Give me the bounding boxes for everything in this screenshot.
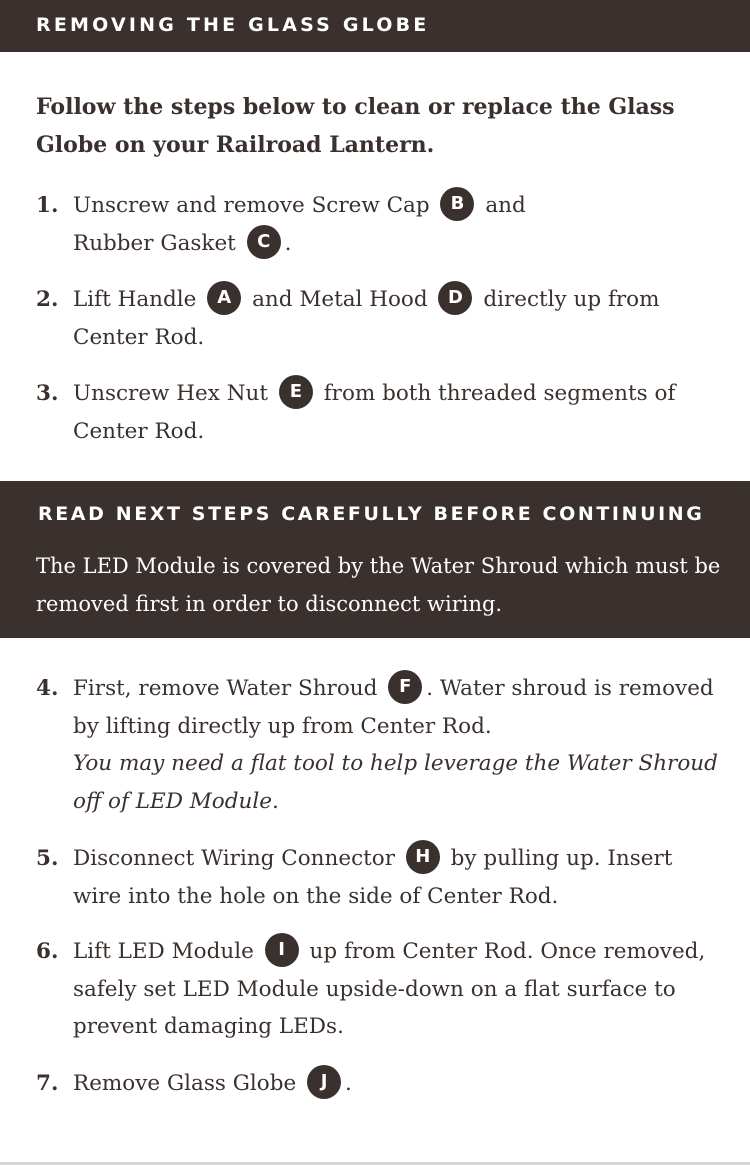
intro-text: Follow the steps below to clean or replace the Glass Globe on your Railroad Lantern. (36, 94, 675, 158)
step-number: 2. (36, 287, 59, 312)
step-text: Unscrew Hex Nut (73, 381, 269, 406)
part-label-j-badge: J (307, 1065, 341, 1099)
step-text: directly up from Center Rod. (73, 287, 660, 350)
step-text: from both threaded segments of Center Rod. (73, 381, 676, 444)
step-number: 4. (36, 676, 59, 701)
step-text: and (485, 193, 526, 218)
part-label-i-badge: I (265, 933, 299, 967)
step-note: You may need a flat tool to help leverage the Water Shroud off of LED Module. (73, 751, 718, 814)
step-number: 3. (36, 381, 59, 406)
part-label-h-badge: H (406, 840, 440, 874)
step-3 (36, 375, 726, 450)
step-number: 6. (36, 939, 59, 964)
part-label-c-badge: C (247, 225, 281, 259)
step-text: . Water shroud is removed by lifting directly up from Center Rod. (73, 676, 714, 739)
part-label-e-badge: E (279, 375, 313, 409)
step-2 (36, 281, 726, 356)
step-number: 7. (36, 1071, 59, 1096)
step-4 (36, 670, 726, 820)
step-text: Lift Handle (73, 287, 197, 312)
section-title: REMOVING THE GLASS GLOBE (36, 14, 430, 36)
part-label-a-badge: A (207, 281, 241, 315)
step-5 (36, 840, 726, 915)
step-number: 5. (36, 846, 59, 871)
part-label-b-badge: B (440, 187, 474, 221)
warning-title: READ NEXT STEPS CAREFULLY BEFORE CONTINUING (38, 503, 705, 525)
part-label-d-badge: D (438, 281, 472, 315)
warning-text: The LED Module is covered by the Water Shroud which must be removed first in order to disconnect wiring. (36, 554, 721, 616)
step-text: Disconnect Wiring Connector (73, 846, 395, 871)
part-label-f-badge: F (388, 670, 422, 704)
step-6 (36, 933, 726, 1046)
step-text: by pulling up. Insert wire into the hole on the side of Center Rod. (73, 846, 673, 909)
step-text: . (345, 1071, 352, 1096)
step-text: . (284, 230, 292, 256)
step-7 (36, 1065, 726, 1103)
step-text: Unscrew and remove Screw Cap (73, 193, 430, 218)
step-number: 1. (36, 193, 59, 218)
step-text: First, remove Water Shroud (73, 676, 378, 701)
step-text: Remove Glass Globe (73, 1071, 297, 1096)
section-header-removing-glass-globe (0, 0, 750, 52)
step-text: and Metal Hood (252, 287, 428, 312)
step-text: Lift LED Module (73, 939, 254, 964)
step-1 (36, 187, 726, 262)
step-text: up from Center Rod. Once removed, safely set LED Module upside-down on a flat surface to prevent damaging LEDs. (73, 939, 706, 1039)
warning-banner (0, 481, 750, 638)
step-text: Rubber Gasket (73, 230, 236, 256)
